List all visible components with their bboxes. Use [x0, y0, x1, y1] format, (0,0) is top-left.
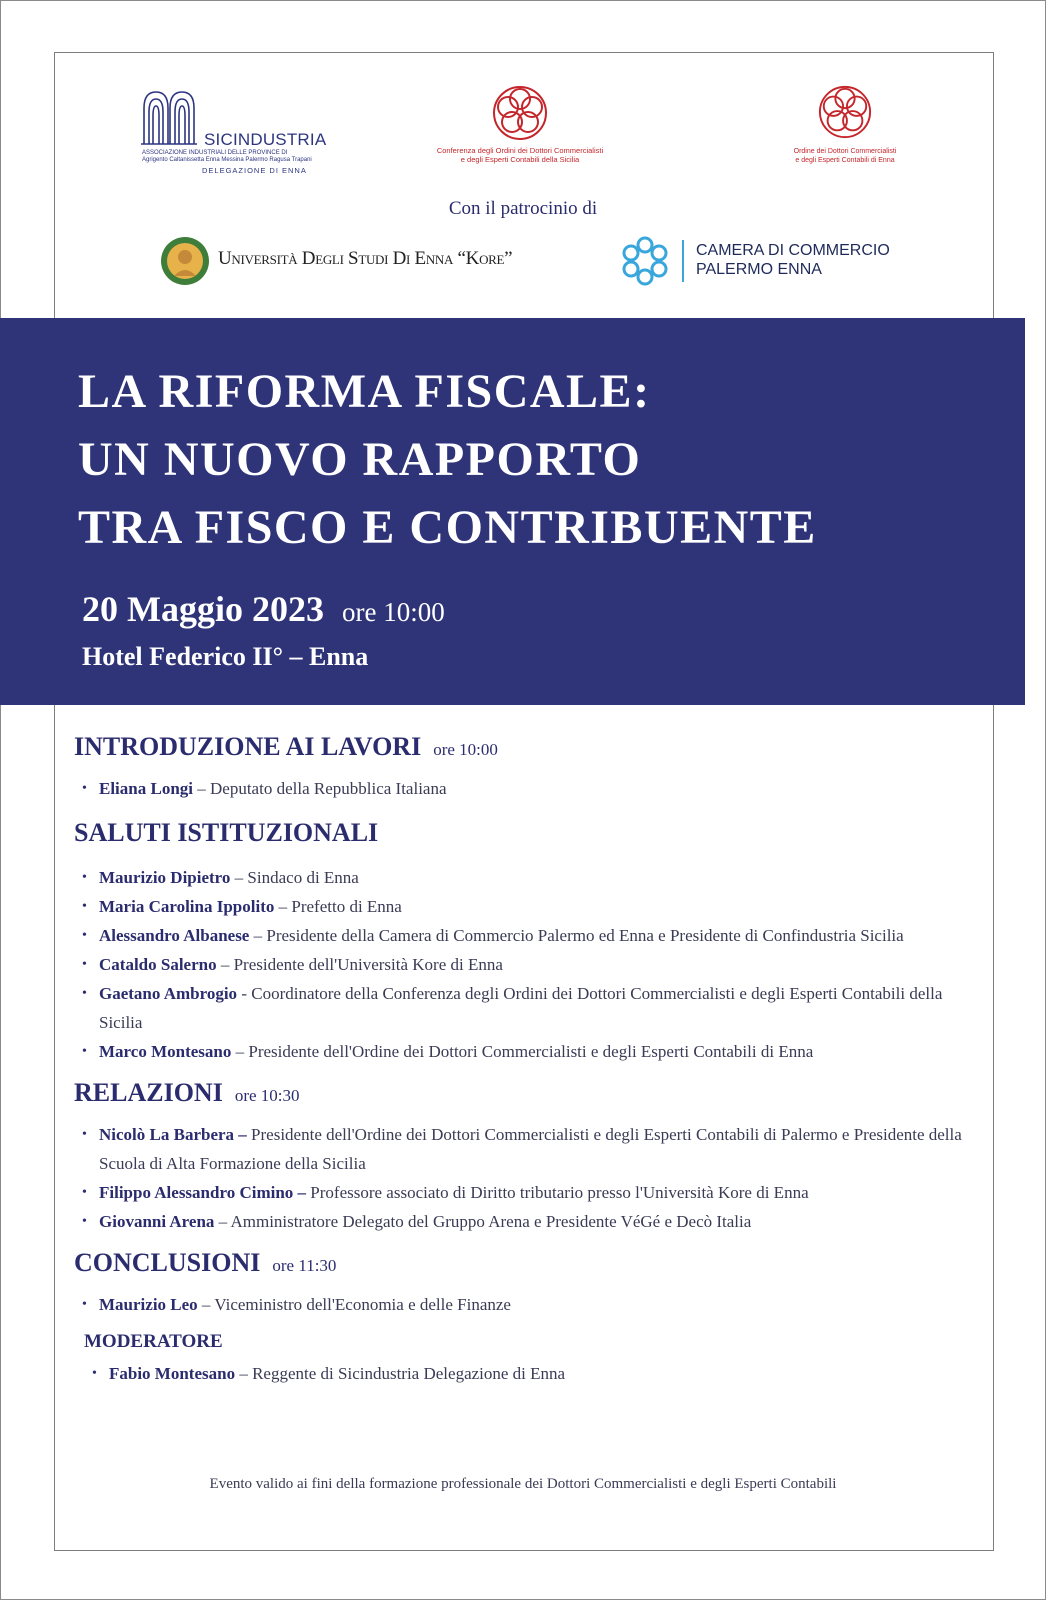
- speaker-list: [74, 1359, 974, 1388]
- speaker-name: Gaetano Ambrogio: [99, 984, 238, 1003]
- event-title-line: UN NUOVO RAPPORTO: [78, 433, 642, 486]
- speaker-role: – Sindaco di Enna: [230, 868, 359, 887]
- camera-separator: [682, 240, 684, 282]
- section-saluti: [74, 818, 974, 1066]
- accreditation-note: Evento valido ai fini della formazione professionale dei Dottori Commercialisti e degli Esperti Contabili: [209, 1476, 837, 1492]
- bullet-icon: •: [82, 870, 87, 885]
- commercialisti-rosette-icon: [817, 84, 873, 140]
- bullet-icon: •: [82, 1044, 87, 1059]
- section-title-text: INTRODUZIONE AI LAVORI: [74, 732, 422, 761]
- bullet-icon: •: [82, 928, 87, 943]
- event-start-time: ore 10:00: [341, 597, 445, 627]
- bullet-icon: •: [82, 899, 87, 914]
- camera-name-line1: CAMERA DI COMMERCIO: [696, 242, 890, 259]
- speaker-item: [74, 1207, 974, 1236]
- program-agenda: [74, 732, 974, 1388]
- speaker-name: Marco Montesano: [99, 1042, 232, 1061]
- speaker-role: – Deputato della Repubblica Italiana: [193, 779, 447, 798]
- section-introduzione: [74, 732, 974, 803]
- commercialisti-rosette-icon: [491, 84, 549, 142]
- bullet-icon: •: [82, 1185, 87, 1200]
- speaker-name: Nicolò La Barbera –: [99, 1125, 247, 1144]
- section-title: [74, 818, 974, 848]
- conferenza-caption-line2: e degli Esperti Contabili della Sicilia: [460, 155, 580, 165]
- speaker-role: – Presidente dell'Università Kore di Enna: [216, 955, 503, 974]
- sicindustria-name: SICINDUSTRIA: [204, 130, 327, 149]
- speaker-item: [74, 921, 974, 950]
- camera-name-line2: PALERMO ENNA: [696, 261, 822, 278]
- section-conclusioni: [74, 1248, 974, 1319]
- sicindustria-arches-icon: [140, 88, 198, 146]
- speaker-name: Cataldo Salerno: [99, 955, 217, 974]
- ordine-caption: [770, 148, 920, 166]
- conferenza-caption-line1: Conferenza degli Ordini dei Dottori Commercialisti: [436, 146, 604, 155]
- speaker-item: [84, 1359, 974, 1388]
- speaker-name: Maurizio Dipietro: [99, 868, 231, 887]
- section-relazioni: [74, 1078, 974, 1236]
- sicindustria-logo: [140, 88, 340, 180]
- speaker-item: [74, 863, 974, 892]
- speaker-name: Alessandro Albanese: [99, 926, 250, 945]
- speaker-role: Professore associato di Diritto tributario presso l'Università Kore di Enna: [306, 1183, 809, 1202]
- speaker-name: Maria Carolina Ippolito: [99, 897, 275, 916]
- speaker-item: [74, 1290, 974, 1319]
- event-title-line: LA RIFORMA FISCALE:: [78, 365, 651, 418]
- speaker-name: Eliana Longi: [99, 779, 194, 798]
- bullet-icon: •: [82, 781, 87, 796]
- speaker-item: [74, 1120, 974, 1178]
- speaker-role: – Presidente della Camera di Commercio Palermo ed Enna e Presidente di Confindustria Sicilia: [249, 926, 904, 945]
- speaker-name: Fabio Montesano: [109, 1364, 236, 1383]
- speaker-role: – Amministratore Delegato del Gruppo Arena e Presidente VéGé e Decò Italia: [214, 1212, 752, 1231]
- speaker-item: [74, 950, 974, 979]
- speaker-item: [74, 979, 974, 1037]
- section-title: [74, 732, 974, 762]
- bullet-icon: •: [92, 1366, 97, 1381]
- kore-name: Università Degli Studi Di Enna “Kore”: [218, 248, 513, 269]
- speaker-name: Maurizio Leo: [99, 1295, 198, 1314]
- section-title: [74, 1078, 974, 1108]
- sicindustria-subtitle: ASSOCIAZIONE INDUSTRIALI DELLE PROVINCE DI: [142, 150, 288, 156]
- conferenza-logo: [410, 84, 630, 170]
- speaker-list: [74, 863, 974, 1066]
- speaker-item: [74, 774, 974, 803]
- bullet-icon: •: [82, 1214, 87, 1229]
- kore-seal-icon: [160, 236, 210, 286]
- event-title-line: TRA FISCO E CONTRIBUENTE: [78, 501, 817, 554]
- event-date: 20 Maggio 2023: [82, 589, 324, 629]
- bullet-icon: •: [82, 1127, 87, 1142]
- section-title-text: CONCLUSIONI: [74, 1248, 261, 1277]
- speaker-role: - Coordinatore della Conferenza degli Ordini dei Dottori Commercialisti e degli Esperti Contabili della Sicilia: [99, 984, 943, 1032]
- speaker-role: Presidente dell'Ordine dei Dottori Commercialisti e degli Esperti Contabili di Palermo e Presidente della Scuola di Alta Formazione della Sicilia: [99, 1125, 962, 1173]
- section-time: ore 10:00: [433, 740, 498, 759]
- speaker-item: [74, 1178, 974, 1207]
- bullet-icon: •: [82, 986, 87, 1001]
- speaker-role: – Viceministro dell'Economia e delle Finanze: [197, 1295, 511, 1314]
- ordine-enna-logo: [770, 84, 920, 170]
- section-time: ore 10:30: [234, 1086, 300, 1105]
- section-moderatore: [74, 1331, 974, 1388]
- event-venue: Hotel Federico II° – Enna: [82, 642, 369, 671]
- speaker-item: [74, 1037, 974, 1066]
- sicindustria-delegation: DELEGAZIONE DI ENNA: [202, 166, 307, 175]
- section-title: MODERATORE: [84, 1331, 223, 1352]
- kore-university-logo: [160, 236, 520, 286]
- title-banner: [0, 318, 1025, 705]
- section-title-text: RELAZIONI: [74, 1078, 223, 1107]
- bullet-icon: •: [82, 957, 87, 972]
- event-title: [78, 358, 817, 562]
- speaker-role: – Presidente dell'Ordine dei Dottori Commercialisti e degli Esperti Contabili di Enna: [231, 1042, 814, 1061]
- camera-commercio-logo: [618, 234, 918, 290]
- section-title: [74, 1248, 974, 1278]
- patronage-label: Con il patrocinio di: [448, 198, 598, 219]
- speaker-item: [74, 892, 974, 921]
- bullet-icon: •: [82, 1297, 87, 1312]
- speaker-role: – Reggente di Sicindustria Delegazione di Enna: [235, 1364, 566, 1383]
- section-time: ore 11:30: [272, 1256, 337, 1275]
- event-date-row: [82, 588, 445, 630]
- speaker-list: [74, 1120, 974, 1236]
- camera-flower-icon: [618, 234, 672, 288]
- conferenza-caption: [410, 146, 630, 165]
- speaker-list: [74, 774, 974, 803]
- ordine-caption-line1: Ordine dei Dottori Commercialisti: [793, 148, 897, 155]
- speaker-name: Filippo Alessandro Cimino –: [99, 1183, 307, 1202]
- speaker-role: – Prefetto di Enna: [274, 897, 402, 916]
- speaker-name: Giovanni Arena: [99, 1212, 215, 1231]
- sicindustria-provinces: Agrigento Caltanissetta Enna Messina Palermo Ragusa Trapani: [142, 157, 312, 163]
- speaker-list: [74, 1290, 974, 1319]
- section-title-text: SALUTI ISTITUZIONALI: [74, 818, 379, 847]
- ordine-caption-line2: e degli Esperti Contabili di Enna: [795, 156, 895, 164]
